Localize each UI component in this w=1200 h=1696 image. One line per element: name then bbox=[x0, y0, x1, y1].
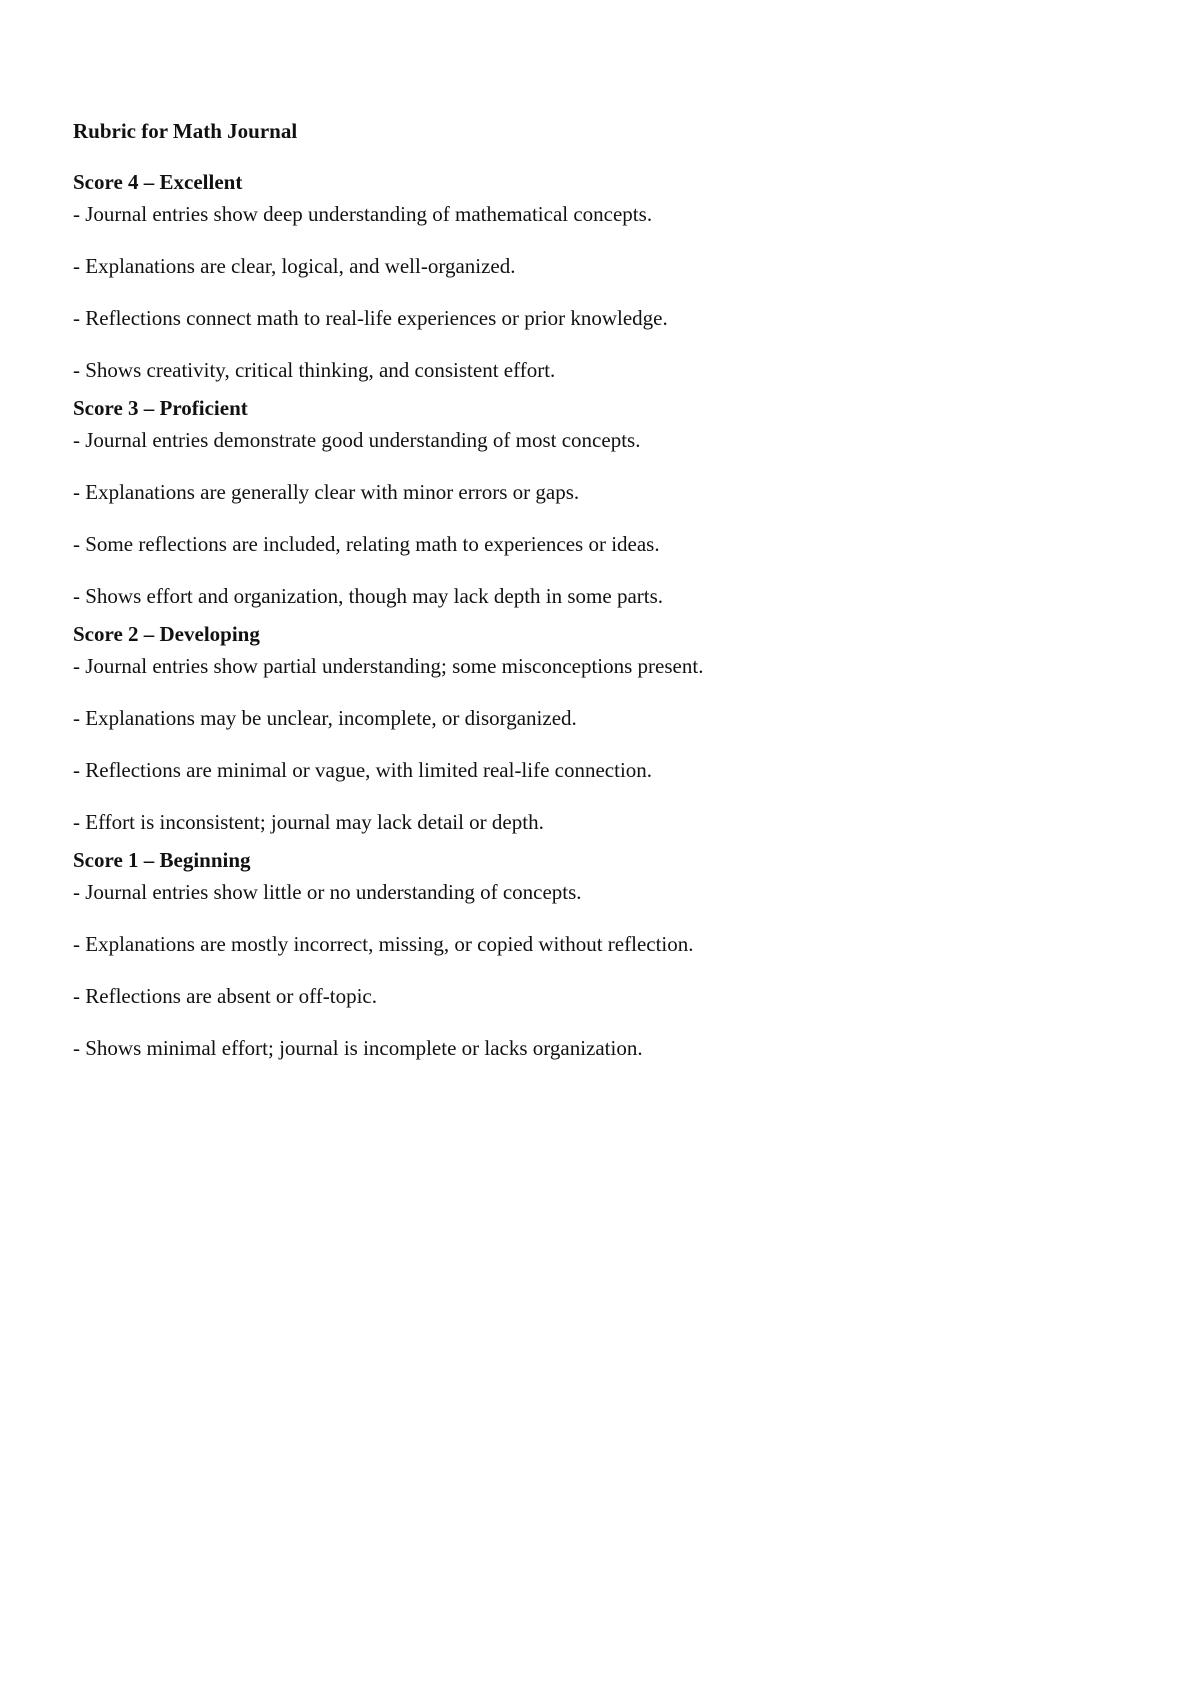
criteria-list bbox=[73, 879, 1123, 1061]
criterion-item: - Explanations may be unclear, incomplete, or disorganized. bbox=[73, 706, 577, 730]
criterion-item: - Explanations are clear, logical, and well-organized. bbox=[73, 254, 516, 278]
rubric-section-score-2 bbox=[73, 621, 1123, 835]
criterion-item: - Reflections are minimal or vague, with limited real-life connection. bbox=[73, 758, 653, 782]
section-heading: Score 3 – Proficient bbox=[73, 396, 248, 420]
criterion-item: - Shows minimal effort; journal is incomplete or lacks organization. bbox=[73, 1036, 643, 1060]
section-heading: Score 2 – Developing bbox=[73, 622, 260, 646]
criteria-list bbox=[73, 201, 1123, 383]
criterion-item: - Journal entries show deep understanding of mathematical concepts. bbox=[73, 202, 653, 226]
section-heading: Score 4 – Excellent bbox=[73, 170, 243, 194]
criterion-item: - Explanations are mostly incorrect, missing, or copied without reflection. bbox=[73, 932, 694, 956]
rubric-section-score-1 bbox=[73, 847, 1123, 1061]
rubric-section-score-3 bbox=[73, 395, 1123, 609]
criterion-item: - Shows effort and organization, though may lack depth in some parts. bbox=[73, 584, 664, 608]
criterion-item: - Reflections are absent or off-topic. bbox=[73, 984, 377, 1008]
criteria-list bbox=[73, 427, 1123, 609]
criterion-item: - Some reflections are included, relating math to experiences or ideas. bbox=[73, 532, 660, 556]
section-heading: Score 1 – Beginning bbox=[73, 848, 251, 872]
document-body bbox=[73, 118, 1123, 1073]
criterion-item: - Shows creativity, critical thinking, and consistent effort. bbox=[73, 358, 556, 382]
criterion-item: - Journal entries show little or no understanding of concepts. bbox=[73, 880, 582, 904]
criterion-item: - Journal entries demonstrate good understanding of most concepts. bbox=[73, 428, 641, 452]
rubric-section-score-4 bbox=[73, 169, 1123, 383]
criterion-item: - Explanations are generally clear with minor errors or gaps. bbox=[73, 480, 580, 504]
document-title: Rubric for Math Journal bbox=[73, 119, 298, 143]
criterion-item: - Effort is inconsistent; journal may lack detail or depth. bbox=[73, 810, 544, 834]
criteria-list bbox=[73, 653, 1123, 835]
criterion-item: - Journal entries show partial understanding; some misconceptions present. bbox=[73, 654, 704, 678]
criterion-item: - Reflections connect math to real-life experiences or prior knowledge. bbox=[73, 306, 668, 330]
